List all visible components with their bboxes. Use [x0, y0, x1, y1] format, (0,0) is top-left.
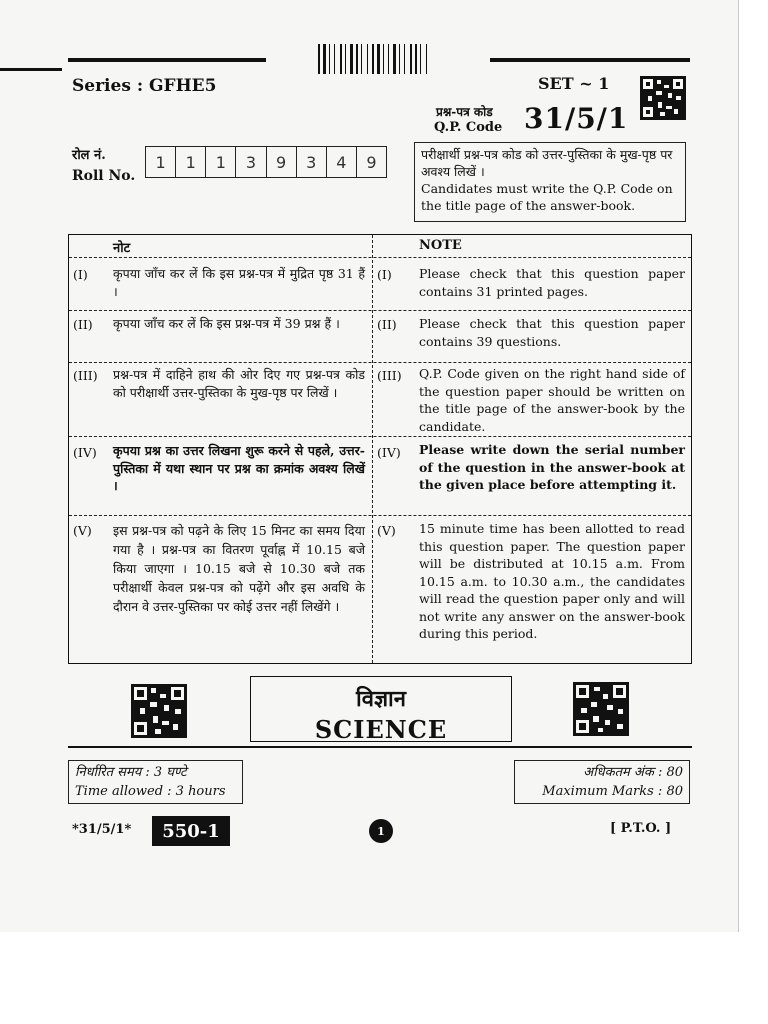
roll-digit[interactable]: 1: [176, 147, 206, 177]
note-english: Please check that this question paper contains 31 printed pages.: [419, 266, 685, 299]
row-number: (II): [73, 317, 93, 332]
row-number: (IV): [73, 445, 97, 460]
qr-code-icon: [640, 76, 686, 120]
row-number: (II): [377, 317, 397, 332]
roll-number-boxes[interactable]: [145, 146, 387, 178]
candidate-note-english: Candidates must write the Q.P. Code on the title page of the answer-book.: [421, 181, 673, 213]
note-english: Please write down the serial number of the question in the answer-book at the given place before attempting it.: [419, 442, 685, 492]
note-hindi: प्रश्न-पत्र में दाहिने हाथ की ओर दिए गए प्रश्न-पत्र कोड को परीक्षार्थी उत्तर-पुस्तिका के मुख-पृष्ठ पर लिखें ।: [113, 367, 365, 400]
roll-label: Roll No.: [72, 168, 136, 184]
note-english: 15 minute time has been allotted to read this question paper. The question paper will be distributed at 10.15 a.m. From 10.15 a.m. to 10.30 a.m., the candidates will read the question paper only and will not write any answer on the answer-book during this period.: [419, 521, 685, 641]
max-marks: Maximum Marks : 80: [542, 784, 683, 799]
column-divider: [372, 235, 373, 663]
series-rule: [68, 58, 266, 62]
instructions-table: [68, 234, 692, 664]
barcode: [316, 44, 450, 74]
note-header: NOTE: [419, 238, 462, 253]
page-number: 1: [369, 819, 393, 843]
marks-hindi: अधिकतम अंक : 80: [583, 765, 683, 780]
note-header-hindi: नोट: [113, 241, 131, 256]
roll-digit[interactable]: 1: [206, 147, 236, 177]
qp-code-label-hindi: प्रश्न-पत्र कोड: [436, 105, 493, 119]
pto-label: [ P.T.O. ]: [610, 821, 672, 836]
row-number: (III): [377, 368, 402, 383]
note-hindi: कृपया जाँच कर लें कि इस प्रश्न-पत्र में 39 प्रश्न हैं ।: [113, 316, 340, 331]
subject-box: [250, 676, 512, 742]
row-number: (V): [377, 523, 396, 538]
time-hindi: निर्धारित समय : 3 घण्टे: [75, 765, 187, 780]
row-number: (I): [377, 267, 392, 282]
note-english: Q.P. Code given on the right hand side of the question paper should be written on the title page of the answer-book by the candidate.: [419, 366, 685, 434]
roll-digit[interactable]: 9: [267, 147, 297, 177]
paper-code-badge: 550-1: [152, 816, 230, 846]
paper-code-ref: *31/5/1*: [72, 822, 132, 837]
row-divider: [69, 310, 691, 311]
max-marks-box: [514, 760, 690, 804]
row-divider: [69, 515, 691, 516]
roll-digit[interactable]: 9: [366, 152, 377, 172]
row-number: (I): [73, 267, 88, 282]
subject-hindi: विज्ञान: [356, 686, 406, 712]
time-allowed-box: [68, 760, 243, 804]
note-hindi: कृपया जाँच कर लें कि इस प्रश्न-पत्र में मुद्रित पृष्ठ 31 हैं ।: [113, 266, 365, 299]
qp-code: 31/5/1: [524, 102, 629, 135]
candidate-note-hindi: परीक्षार्थी प्रश्न-पत्र कोड को उत्तर-पुस्तिका के मुख-पृष्ठ पर अवश्य लिखें ।: [421, 147, 673, 179]
row-number: (III): [73, 368, 98, 383]
set-rule: [490, 58, 690, 62]
qr-code-icon: [573, 682, 629, 736]
row-divider: [69, 257, 691, 258]
top-left-rule: [0, 68, 62, 71]
qr-code-icon: [131, 684, 187, 738]
roll-digit[interactable]: 3: [297, 147, 327, 177]
qp-code-label: Q.P. Code: [434, 120, 503, 135]
subject-rule: [68, 746, 692, 748]
note-hindi: इस प्रश्न-पत्र को पढ़ने के लिए 15 मिनट का समय दिया गया है । प्रश्न-पत्र का वितरण पूर्वाह्न में 10.15 बजे किया जाएगा । 10.15 बजे से 10.30 बजे तक परीक्षार्थी केवल प्रश्न-पत्र को पढ़ेंगे और इस अवधि के दौरान वे उत्तर-पुस्तिका पर कोई उत्तर नहीं लिखेंगे ।: [113, 523, 365, 614]
row-number: (IV): [377, 445, 401, 460]
set-label: SET ~ 1: [538, 74, 610, 93]
row-divider: [69, 436, 691, 437]
row-divider: [69, 362, 691, 363]
subject-title: SCIENCE: [314, 715, 448, 744]
series-label: Series : GFHE5: [72, 76, 217, 96]
time-allowed: Time allowed : 3 hours: [75, 784, 226, 799]
roll-digit[interactable]: 3: [236, 147, 266, 177]
note-hindi: कृपया प्रश्न का उत्तर लिखना शुरू करने से पहले, उत्तर-पुस्तिका में यथा स्थान पर प्रश्न का क्रमांक अवश्य लिखें ।: [113, 443, 365, 493]
roll-digit[interactable]: 4: [327, 147, 357, 177]
candidate-note-box: [414, 142, 686, 222]
roll-digit[interactable]: 1: [146, 147, 176, 177]
note-english: Please check that this question paper contains 39 questions.: [419, 316, 685, 349]
roll-label-hindi: रोल नं.: [72, 148, 106, 163]
row-number: (V): [73, 523, 92, 538]
